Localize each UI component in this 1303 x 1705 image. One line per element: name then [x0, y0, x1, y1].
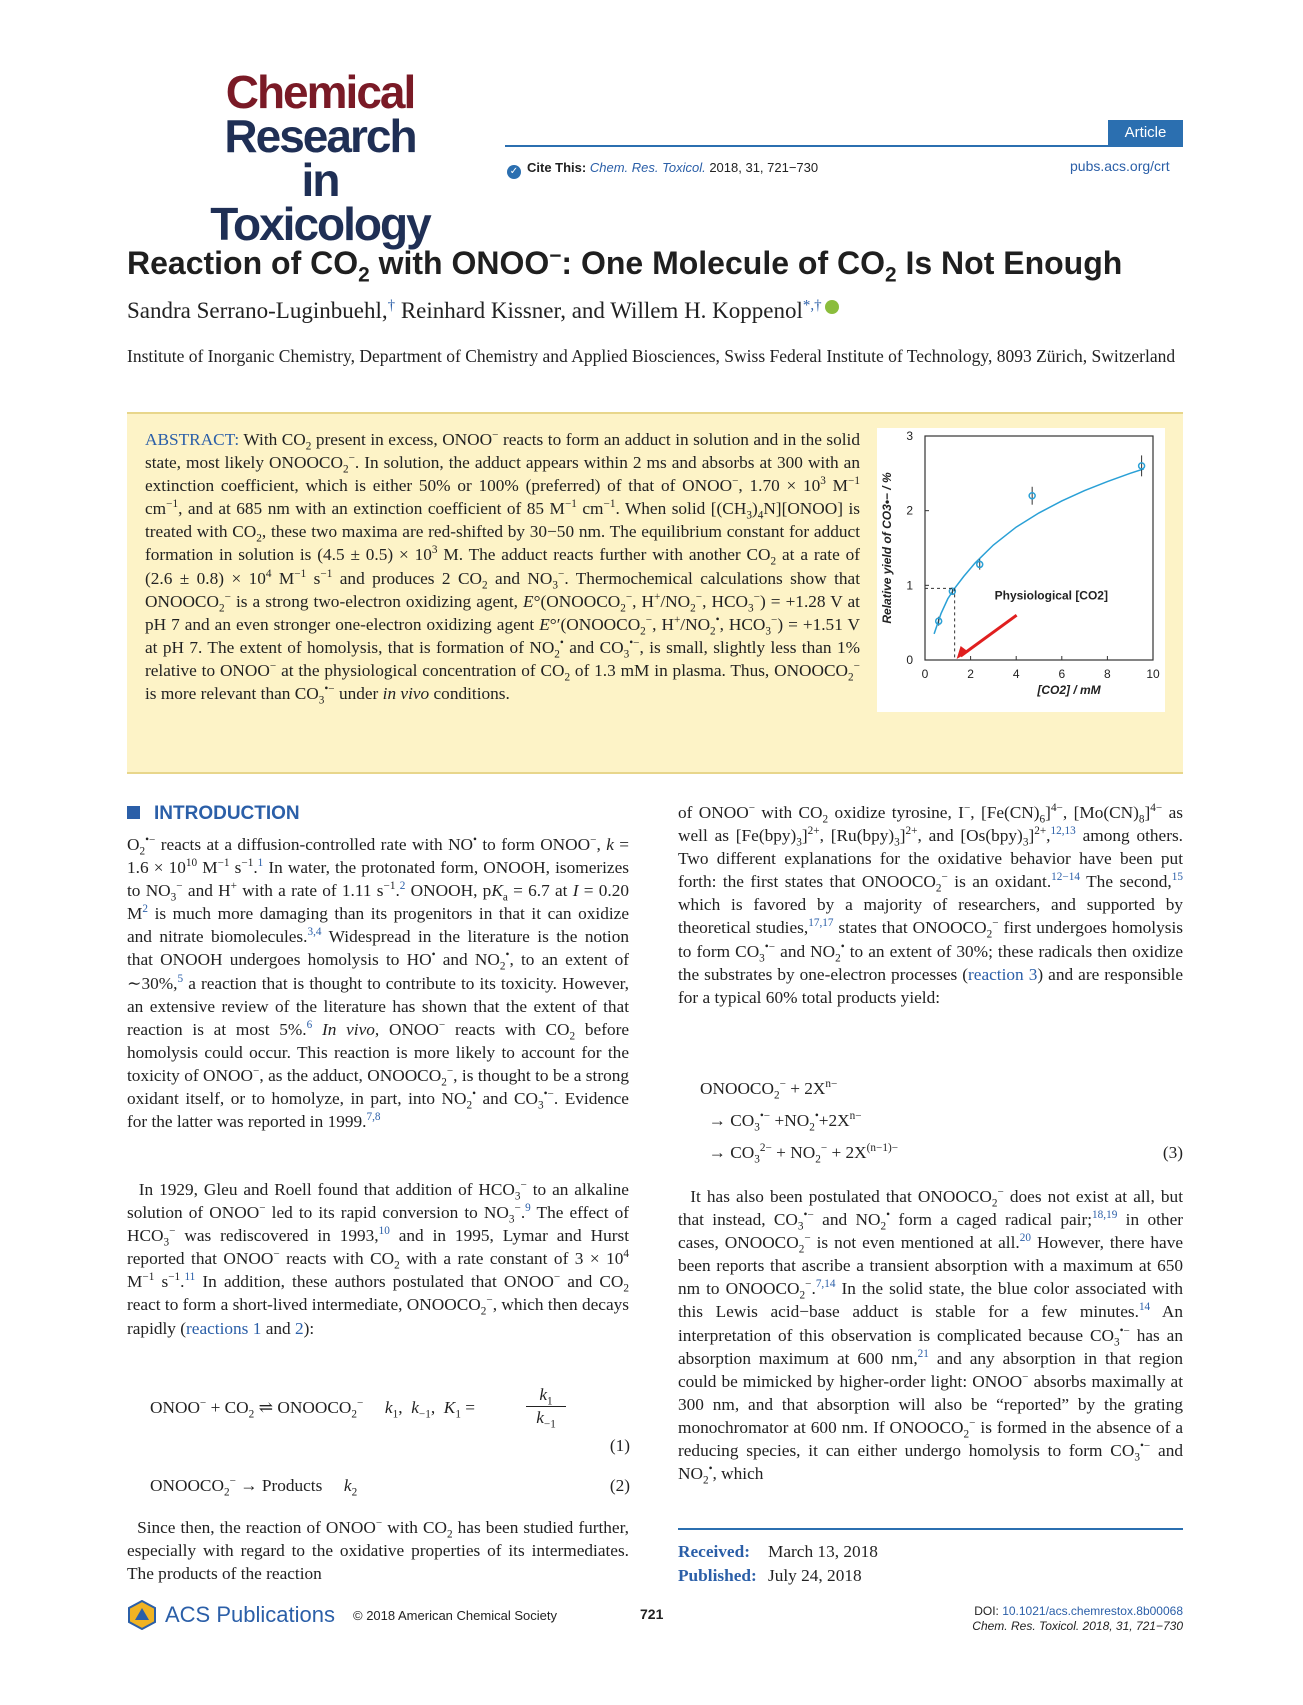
y-axis-label: Relative yield of CO3•− / %	[880, 472, 894, 624]
y-tick-label: 3	[906, 429, 913, 443]
x-tick-label: 8	[1104, 667, 1111, 681]
y-tick-label: 2	[906, 503, 913, 518]
equation-3: $ONOOCO_2^- + 2X^{n-}$ → $CO_3^{•-} +NO_2^•+2X^{n-}$ → $CO_3^{2-} + NO_2^- + 2X^{(n-1)-}$ (3)	[700, 1073, 1183, 1169]
journal-url-link[interactable]: pubs.acs.org/crt	[1070, 158, 1170, 174]
x-tick-label: 0	[921, 667, 929, 681]
publication-dates	[678, 1540, 878, 1588]
acs-hexagon-icon	[127, 1600, 157, 1630]
corresponding-mark[interactable]: *,†	[802, 297, 822, 314]
toc-graphic	[877, 428, 1165, 712]
intro-paragraph-4: It has also been postulated that $ONOOCO_2^-$ does not exist at all, but that instead, $CO_3^{•-}$ and $NO_2^•$ form a caged radical pair;$^{18,19}$ in other cases, $ONOOCO_2^-$ is not even mentioned at all.$^{20}$ However, there have been reports that ascribe a transient absorption with a maximum at 650 nm to $ONOOCO_2^-.^{7,14}$ In the solid state, the blue color associated with this Lewis acid−base adduct is stable for a few minutes.$^{14}$ An interpretation of this observation is complicated because $CO_3^{•-}$ has an absorption maximum at 600 nm,$^{21}$ and any absorption in that region could be mimicked by higher-order light: ONOO− absorbs maximally at 300 nm, and that absorption will also be “reported” by the grating monochromator at 600 nm. If $ONOOCO_2^-$ is formed in the absence of a reducing species, it can either undergo homolysis to form $CO_3^{•-}$ and $NO_2^•$, which	[678, 1186, 1184, 1487]
x-tick-label: 4	[1012, 667, 1020, 681]
cite-journal[interactable]: Chem. Res. Toxicol.	[589, 160, 706, 175]
y-tick-label: 0	[906, 653, 913, 667]
equation-2: $ONOOCO_2^-$ → Products $k_2$ (2)	[150, 1475, 630, 1499]
doi-block: DOI: 10.1021/acs.chemrestox.8b00068 Chem. Res. Toxicol. 2018, 31, 721−730	[950, 1604, 1183, 1634]
plot-frame	[925, 436, 1153, 660]
article-type-badge: Article	[1108, 120, 1183, 145]
logo-line-3: Toxicology	[210, 198, 430, 250]
check-icon: ✓	[507, 165, 521, 179]
logo-line-1: Chemical	[225, 66, 415, 118]
x-tick-label: 10	[1146, 667, 1160, 681]
published-label: Published:	[678, 1566, 757, 1585]
cite-rest: 2018, 31, 721−730	[709, 160, 819, 175]
intro-paragraph-2: In 1929, Gleu and Roell found that addition of $HCO_3^-$ to an alkaline solution of ONOO− led to its rapid conversion to $NO_3^-.^9$ The effect of $HCO_3^-$ was rediscovered in 1993,10 and in 1995, Lymar and Hurst reported that ONOO− reacts with $CO_2$ with a rate constant of $3 \times 10^4$ $M^{-1}$ $s^{-1}.^{11}$ In addition, these authors postulated that ONOO− and $CO_2$ react to form a short-lived intermediate, $ONOOCO_2^-$, which then decays rapidly (reactions 1 and 2):	[127, 1179, 630, 1338]
red-arrowhead	[957, 646, 969, 659]
equation-2-number: (2)	[609, 1476, 630, 1495]
acs-publications-logo[interactable]: ACS Publications	[127, 1600, 335, 1630]
author-list: Sandra Serrano-Luginbuehl,† Reinhard Kissner, and Willem H. Koppenol*,†	[127, 298, 839, 324]
equation-3-number: (3)	[1162, 1143, 1183, 1162]
y-tick-label: 1	[906, 578, 913, 593]
equation-1: ONOO− + $CO_2$ ⇌ $ONOOCO_2^-$ $k_1$, $k_{-1}$, $K_1$ = $k_1$ $k_{-1}$ (1)	[150, 1385, 630, 1455]
received-date: March 13, 2018	[768, 1542, 878, 1561]
x-tick-label: 6	[1058, 667, 1066, 681]
published-date: July 24, 2018	[768, 1566, 862, 1585]
logo-line-2: Research in	[224, 110, 416, 206]
journal-reference: Chem. Res. Toxicol. 2018, 31, 721−730	[972, 1619, 1183, 1633]
doi-link[interactable]: 10.1021/acs.chemrestox.8b00068	[1002, 1604, 1183, 1618]
annotation-physiological: Physiological [CO2]	[994, 588, 1108, 603]
cite-this[interactable]	[507, 160, 818, 179]
abstract-text: ABSTRACT: With $CO_2$ present in excess, ONOO− reacts to form an adduct in solution and in the solid state, most likely $ONOOCO_2^-$. In solution, the adduct appears within 2 ms and absorbs at 300 with an extinction coefficient, which is either 50% or 100% (preferred) of that of ONOO−, $1.70 \times 10^3$ $M^{-1}$ $cm^{-1}$, and at 685 nm with an extinction coefficient of 85 $M^{-1}$ $cm^{-1}$. When solid $[(CH_3)_4N][ONOO]$ is treated with $CO_2$, these two maxima are red-shifted by 30−50 nm. The equilibrium constant for adduct formation in solution is $(4.5 \pm 0.5) \times 10^3$ M. The adduct reacts further with another $CO_2$ at a rate of $(2.6 \pm 0.8) \times 10^4$ $M^{-1}$ $s^{-1}$ and produces 2 $CO_2$ and $NO_3^-$. Thermochemical calculations show that $ONOOCO_2^-$ is a strong two-electron oxidizing agent, $E^\circ(ONOOCO_2^-$, $H^+/NO_2^-$, $HCO_3^-) = +1.28$ V at pH 7 and an even stronger one-electron oxidizing agent $E^\circ'(ONOOCO_2^-$, $H^+/NO_2^•$, $HCO_3^-) = +1.51$ V at pH 7. The extent of homolysis, that is formation of $NO_2^•$ and $CO_3^{•-}$, is small, slightly less than 1% relative to ONOO− at the physiological concentration of $CO_2$ of 1.3 mM in plasma. Thus, $ONOOCO_2^-$ is more relevant than $CO_3^{•-}$ under in vivo conditions.	[145, 429, 861, 707]
dates-divider	[678, 1528, 1183, 1530]
paper-title: Reaction of $CO_2$ with ONOO−: One Molecule of $CO_2$ Is Not Enough	[127, 244, 1123, 287]
intro-paragraph-3-continued: of ONOO− with $CO_2$ oxidize tyrosine, I−, $[Fe(CN)_6]^{4-}$, $[Mo(CN)_8]^{4-}$ as well as $[Fe(bpy)_3]^{2+}$, $[Ru(bpy)_3]^{2+}$, and $[Os(bpy)_3]^{2+},^{12,13}$ among others. Two different explanations for the oxidative behavior have been put forth: the first states that $ONOOCO_2^-$ is an oxidant.$^{12-14}$ The second,$^{15}$ which is favored by a majority of researchers, and supported by theoretical studies,$^{17,17}$ states that $ONOOCO_2^-$ first undergoes homolysis to form $CO_3^{•-}$ and $NO_2^•$ to an extent of 30%; these radicals then oxidize the substrates by one-electron processes (reaction 3) and are responsible for a typical 60% total products yield:	[678, 802, 1184, 1007]
section-square-icon	[127, 806, 140, 819]
copyright: © 2018 American Chemical Society	[353, 1608, 557, 1623]
affiliation: Institute of Inorganic Chemistry, Department of Chemistry and Applied Biosciences, Swiss Federal Institute of Technology, 8093 Zürich, Switzerland	[127, 346, 1176, 366]
received-label: Received:	[678, 1542, 750, 1561]
x-tick-label: 2	[967, 667, 974, 681]
journal-logo	[205, 66, 435, 250]
intro-paragraph-3: Since then, the reaction of ONOO− with $CO_2$ has been studied further, especially with regard to the oxidative properties of its intermediates. The products of the reaction	[127, 1517, 629, 1584]
cite-label: Cite This:	[527, 160, 587, 175]
header-divider	[505, 145, 1183, 147]
red-arrow	[961, 615, 1017, 656]
intro-paragraph-1: $O_2^{•-}$ reacts at a diffusion-controlled rate with NO• to form ONOO−, $k = 1.6 \times 10^{10}$ $M^{-1}$ $s^{-1}.^1$ In water, the protonated form, ONOOH, isomerizes to $NO_3^-$ and H+ with a rate of 1.11 $s^{-1}.^2$ ONOOH, $pK_a = 6.7$ at I = 0.20 $M^2$ is much more damaging than its progenitors in that it can oxidize and nitrate biomolecules.$^{3,4}$ Widespread in the literature is the notion that ONOOH undergoes homolysis to HO• and $NO_2^•$, to an extent of ∼30%,$^5$ a reaction that is thought to contribute to its toxicity. However, an extensive review of the literature has shown that the extent of that reaction is at most 5%.$^6$ In vivo, ONOO− reacts with $CO_2$ before homolysis could occur. This reaction is more likely to account for the toxicity of ONOO−, as the adduct, $ONOOCO_2^-$, is thought to be a strong oxidant itself, or to homolyze, in part, into $NO_2^•$ and $CO_3^{•-}$. Evidence for the latter was reported in 1999.$^{7,8}$	[127, 834, 630, 1132]
orcid-icon[interactable]	[825, 300, 839, 314]
page-number: 721	[640, 1606, 664, 1622]
abstract-label: ABSTRACT:	[145, 430, 240, 449]
section-heading-introduction: INTRODUCTION	[127, 803, 300, 825]
x-axis-label: [CO2] / mM	[1037, 683, 1101, 697]
fit-curve	[934, 469, 1144, 634]
affiliation-mark[interactable]: †	[387, 297, 396, 314]
equation-1-number: (1)	[609, 1436, 630, 1455]
